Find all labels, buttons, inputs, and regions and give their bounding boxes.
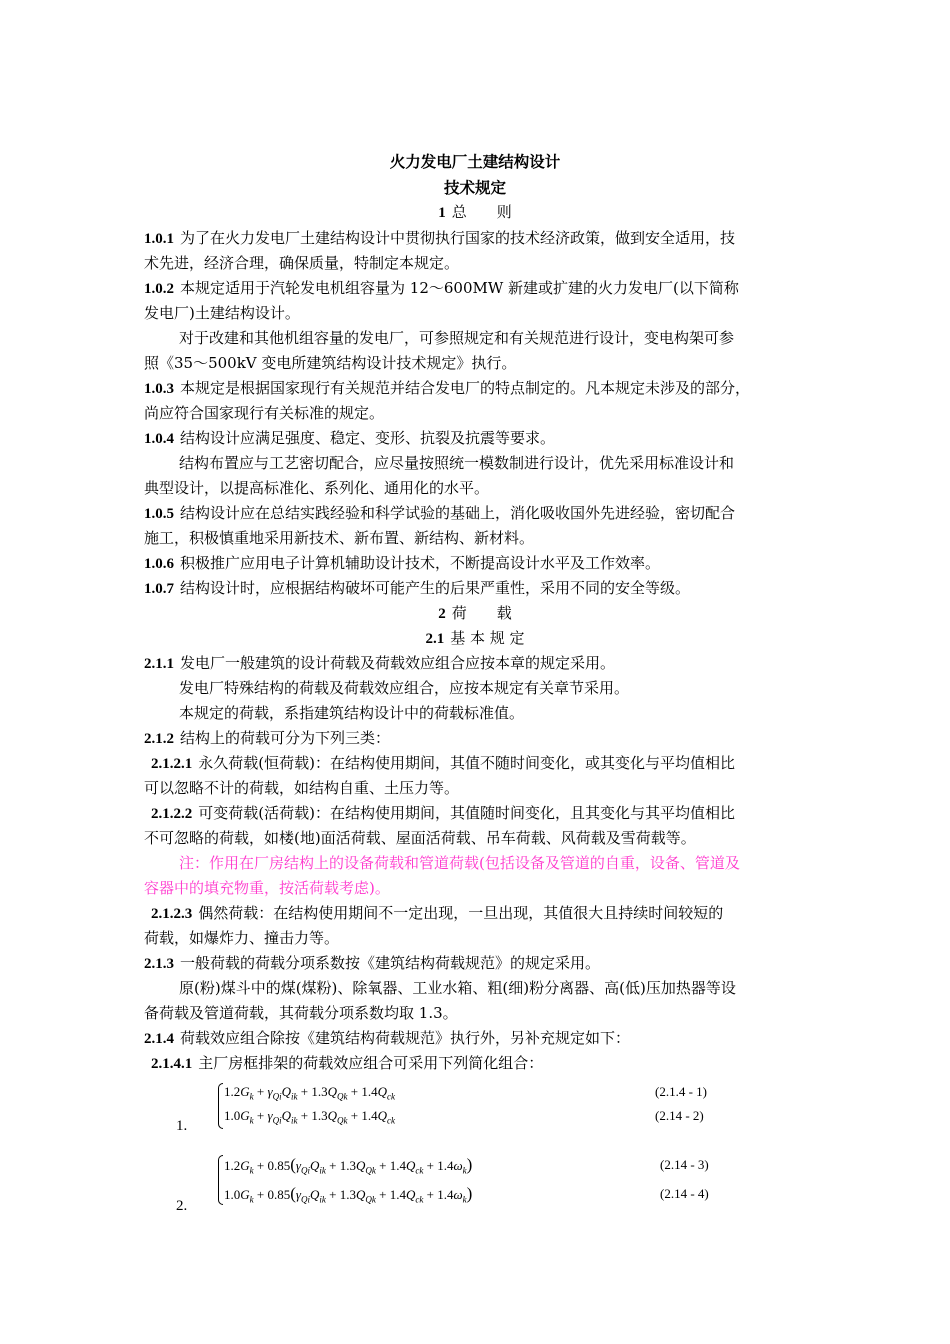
clause-2-1-2-3 [151,903,723,924]
paragraph: 本规定的荷载，系指建筑结构设计中的荷载标准值。 [179,704,525,722]
clause-text: 荷载效应组合除按《建筑结构荷载规范》执行外，另补充规定如下： [180,1029,631,1047]
clause-number: 2.1.4 [144,1031,174,1047]
doc-title: 火力发电厂土建结构设计 [389,153,561,171]
equation-item-label: 1. [176,1118,188,1134]
clause-number: 1.0.1 [144,231,174,247]
clause-text: 永久荷载(恒荷载)：在结构使用期间，其值不随时间变化，或其变化与平均值相比 [198,754,735,772]
clause-2-1-2-1 [151,753,735,774]
clause-1-0-2 [144,278,739,299]
clause-text: 本规定是根据国家现行有关规范并结合发电厂的特点制定的。凡本规定未涉及的部分， [180,379,751,397]
clause-1-0-6 [144,553,660,574]
clause-text: 积极推广应用电子计算机辅助设计技术，不断提高设计水平及工作效率。 [180,554,661,572]
clause-text-cont: 发电厂)土建结构设计。 [144,304,300,322]
clause-2-1-2-2 [151,803,735,824]
paragraph: 结构布置应与工艺密切配合，应尽量按照统一模数制进行设计，优先采用标准设计和 [179,454,735,472]
clause-text: 结构设计应满足强度、稳定、变形、抗裂及抗震等要求。 [180,429,556,447]
paragraph: 对于改建和其他机组容量的发电厂，可参照规定和有关规范进行设计，变电构架可参 [179,329,735,347]
clause-number: 2.1.2.2 [151,806,193,822]
chapter-title: 荷 载 [451,604,512,622]
section-title: 基 本 规 定 [450,629,525,647]
equation-brace [218,1155,223,1205]
paragraph-cont: 典型设计，以提高标准化、系列化、通用化的水平。 [144,479,490,497]
clause-text: 发电厂一般建筑的设计荷载及荷载效应组合应按本章的规定采用。 [180,654,616,672]
paragraph-cont: 照《35～500kV 变电所建筑结构设计技术规定》执行。 [144,354,517,372]
clause-text: 为了在火力发电厂土建结构设计中贯彻执行国家的技术经济政策，做到安全适用，技 [180,229,736,247]
clause-1-0-3 [144,378,750,399]
clause-text-cont: 施工，积极慎重地采用新技术、新布置、新结构、新材料。 [144,529,535,547]
equation-2-14-2: $1.0G_k + \gamma_{Qi}Q_{ik} + 1.3Q_{Qk} + 1.4Q_{ck}$ [224,1108,395,1126]
clause-number: 1.0.5 [144,506,174,522]
clause-text: 结构设计应在总结实践经验和科学试验的基础上，消化吸收国外先进经验，密切配合 [180,504,736,522]
paragraph-cont: 备荷载及管道荷载，其荷载分项系数均取 1.3。 [144,1004,458,1022]
clause-text: 可变荷载(活荷载)：在结构使用期间，其值随时间变化，且其变化与其平均值相比 [198,804,735,822]
chapter-1-heading [0,202,950,223]
clause-number: 1.0.3 [144,381,174,397]
clause-text: 主厂房框排架的荷载效应组合可采用下列简化组合： [198,1054,544,1072]
clause-text-cont: 尚应符合国家现行有关标准的规定。 [144,404,385,422]
clause-1-0-7 [144,578,690,599]
equation-2-14-3: $1.2G_k + 0.85(\gamma_{Qi}Q_{ik} + 1.3Q_{Qk} + 1.4Q_{ck} + 1.4\omega_k)$ [224,1155,473,1176]
clause-text-cont: 可以忽略不计的荷载，如结构自重、土压力等。 [144,779,460,797]
clause-number: 1.0.6 [144,556,174,572]
clause-text-cont: 不可忽略的荷载，如楼(地)面活荷载、屋面活荷载、吊车荷载、风荷载及雪荷载等。 [144,829,696,847]
chapter-title: 总 则 [451,203,512,221]
clause-2-1-4-1 [151,1053,543,1074]
paragraph: 原(粉)煤斗中的煤(煤粉)、除氧器、工业水箱、粗(细)粉分离器、高(低)压加热器等设 [179,979,736,997]
clause-text: 结构设计时，应根据结构破坏可能产生的后果严重性，采用不同的安全等级。 [180,579,691,597]
chapter-number: 1 [438,205,446,221]
clause-number: 1.0.7 [144,581,174,597]
equation-number: (2.14 - 4) [660,1186,709,1201]
paragraph: 发电厂特殊结构的荷载及荷载效应组合，应按本规定有关章节采用。 [179,679,630,697]
clause-text: 一般荷载的荷载分项系数按《建筑结构荷载规范》的规定采用。 [180,954,601,972]
clause-2-1-2 [144,728,390,749]
clause-text: 偶然荷载：在结构使用期间不一定出现，一旦出现，其值很大且持续时间较短的 [198,904,724,922]
note-text-cont: 容器中的填充物重，按活荷载考虑)。 [144,879,390,897]
clause-1-0-1 [144,228,735,249]
clause-number: 2.1.3 [144,956,174,972]
clause-number: 1.0.2 [144,281,174,297]
section-2-1-heading [0,628,950,649]
equation-number: (2.14 - 3) [660,1157,709,1172]
clause-text: 本规定适用于汽轮发电机组容量为 12～600MW 新建或扩建的火力发电厂(以下简称 [180,279,739,297]
clause-number: 1.0.4 [144,431,174,447]
clause-1-0-5 [144,503,735,524]
equation-number: (2.14 - 2) [655,1108,704,1123]
equation-brace [218,1083,223,1129]
clause-text-cont: 术先进，经济合理，确保质量，特制定本规定。 [144,254,460,272]
equation-number: (2.1.4 - 1) [655,1084,707,1099]
equation-item-label: 2. [176,1198,188,1214]
clause-2-1-1 [144,653,615,674]
clause-number: 2.1.4.1 [151,1056,193,1072]
chapter-number: 2 [438,606,446,622]
note-text: 注：作用在厂房结构上的设备荷载和管道荷载(包括设备及管道的自重，设备、管道及 [179,854,740,872]
chapter-2-heading [0,603,950,624]
clause-number: 2.1.2 [144,731,174,747]
clause-1-0-4 [144,428,555,449]
clause-number: 2.1.1 [144,656,174,672]
equation-2-14-4: $1.0G_k + 0.85(\gamma_{Qi}Q_{ik} + 1.3Q_{Qk} + 1.4Q_{ck} + 1.4\omega_k)$ [224,1184,473,1205]
clause-number: 2.1.2.3 [151,906,193,922]
clause-number: 2.1.2.1 [151,756,193,772]
equation-2-1-4-1: $1.2G_k + \gamma_{Qi}Q_{ik} + 1.3Q_{Qk} + 1.4Q_{ck}$ [224,1084,395,1102]
section-number: 2.1 [425,631,445,647]
clause-2-1-4 [144,1028,630,1049]
clause-2-1-3 [144,953,600,974]
clause-text: 结构上的荷载可分为下列三类： [180,729,391,747]
clause-text-cont: 荷载，如爆炸力、撞击力等。 [144,929,340,947]
doc-subtitle: 技术规定 [443,179,506,197]
